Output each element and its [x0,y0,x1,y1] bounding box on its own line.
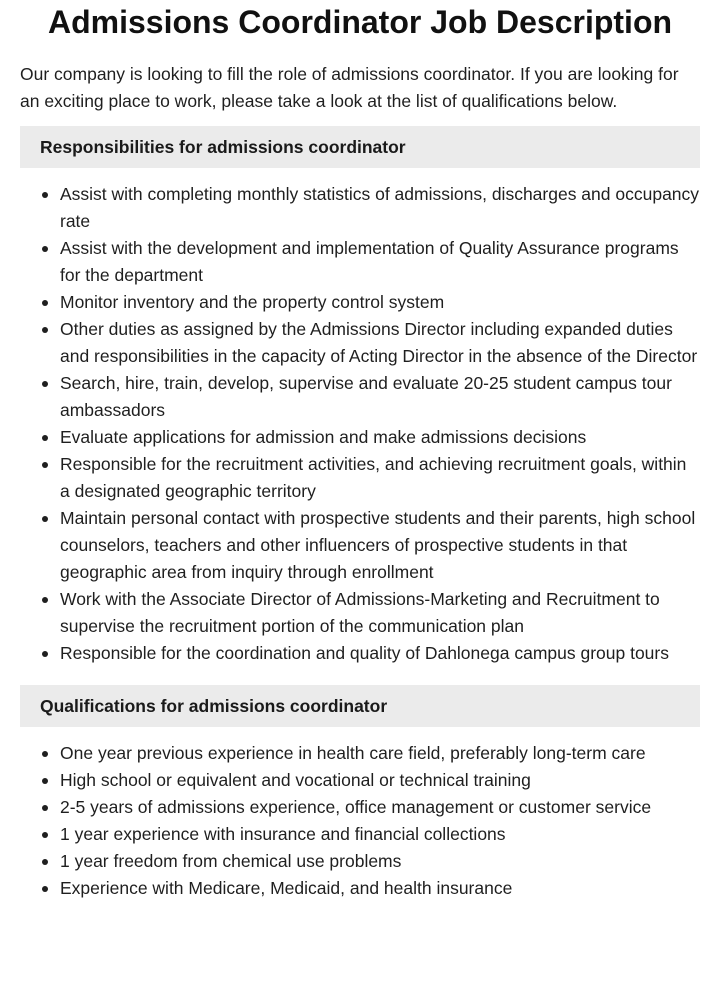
list-item: Work with the Associate Director of Admissions-Marketing and Recruitment to supervise the recruitment portion of the communication plan [60,586,700,640]
list-item: Search, hire, train, develop, supervise and evaluate 20-25 student campus tour ambassadors [60,370,700,424]
list-item: Evaluate applications for admission and make admissions decisions [60,424,700,451]
list-item: Assist with the development and implementation of Quality Assurance programs for the department [60,235,700,289]
intro-paragraph: Our company is looking to fill the role of admissions coordinator. If you are looking for an exciting place to work, please take a look at the list of qualifications below. [20,64,679,111]
list-item: Monitor inventory and the property control system [60,289,700,316]
responsibilities-list [20,181,700,667]
list-item: Experience with Medicare, Medicaid, and health insurance [60,875,700,902]
list-item: Responsible for the recruitment activities, and achieving recruitment goals, within a designated geographic territory [60,451,700,505]
list-item: Responsible for the coordination and quality of Dahlonega campus group tours [60,640,700,667]
responsibilities-heading: Responsibilities for admissions coordinator [20,126,700,168]
page-title: Admissions Coordinator Job Description [47,4,673,40]
list-item: 2-5 years of admissions experience, office management or customer service [60,794,700,821]
list-item: 1 year experience with insurance and financial collections [60,821,700,848]
qualifications-heading: Qualifications for admissions coordinator [20,685,700,727]
list-item: 1 year freedom from chemical use problems [60,848,700,875]
list-item: High school or equivalent and vocational or technical training [60,767,700,794]
list-item: Other duties as assigned by the Admissions Director including expanded duties and responsibilities in the capacity of Acting Director in the absence of the Director [60,316,700,370]
list-item: One year previous experience in health care field, preferably long-term care [60,740,700,767]
qualifications-list [20,740,700,902]
list-item: Assist with completing monthly statistics of admissions, discharges and occupancy rate [60,181,700,235]
list-item: Maintain personal contact with prospective students and their parents, high school counselors, teachers and other influencers of prospective students in that geographic area from inquiry through enrollment [60,505,700,586]
